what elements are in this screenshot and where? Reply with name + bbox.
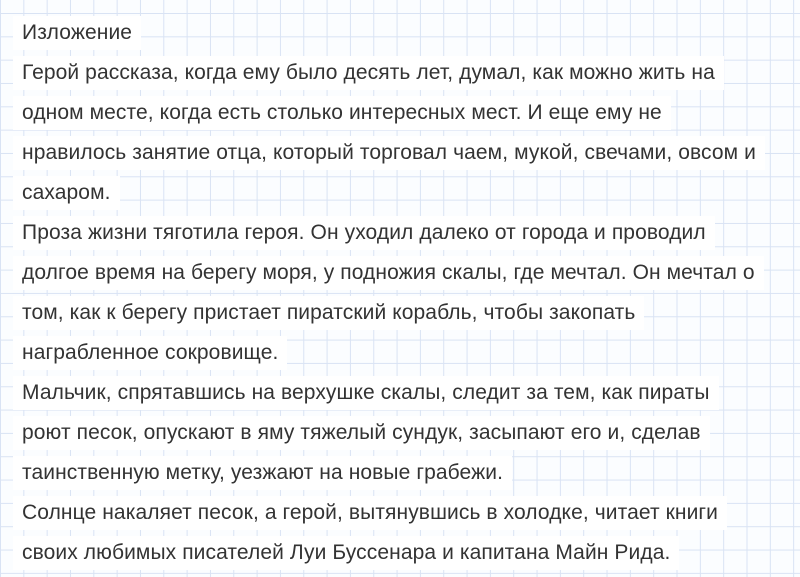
essay-text [13,16,765,576]
text-line: нравилось занятие отца, который торговал чаем, мукой, свечами, овсом и [13,136,765,170]
text-line: Солнце накаляет песок, а герой, вытянувшись в холодке, читает книги [13,496,727,530]
text-line: сахаром. [13,176,120,210]
text-line: награбленное сокровище. [13,336,287,370]
text-line: Мальчик, спрятавшись на верхушке скалы, следит за тем, как пираты [13,376,719,410]
text-line: Герой рассказа, когда ему было десять лет, думал, как можно жить на [13,56,724,90]
text-line: том, как к берегу пристает пиратский корабль, чтобы закопать [13,296,644,330]
text-line: роют песок, опускают в яму тяжелый сундук, засыпают его и, сделав [13,416,710,450]
text-line: своих любимых писателей Луи Буссенара и капитана Майн Рида. [13,536,679,570]
page-title: Изложение [13,16,141,50]
text-line: одном месте, когда есть столько интересных мест. И еще ему не [13,96,671,130]
text-line: Проза жизни тяготила героя. Он уходил далеко от города и проводил [13,216,715,250]
text-line: таинственную метку, уезжают на новые грабежи. [13,456,512,490]
text-line: долгое время на берегу моря, у подножия скалы, где мечтал. Он мечтал о [13,256,764,290]
